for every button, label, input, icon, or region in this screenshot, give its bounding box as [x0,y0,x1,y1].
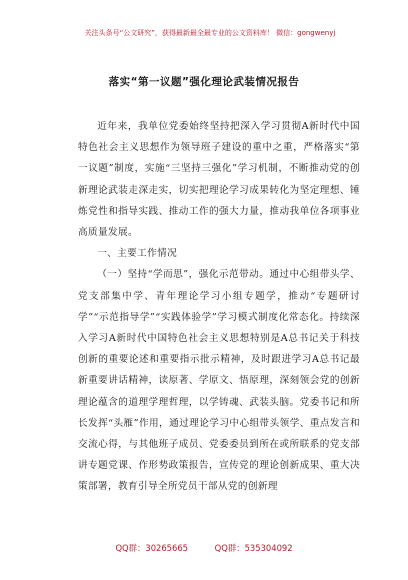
footer-qq-group-2: QQ群：535304092 [214,543,293,553]
document-title: 落实“第一议题”强化理论武装情况报告 [108,76,300,88]
header-banner [0,0,408,22]
body-paragraph: （一）坚持“学而思”，强化示范带动。通过中心组带头学、党支部集中学、青年理论学习小组专题学，推动“专题研讨学”“示范指导学”“实践体验学”学习模式制度化常态化。持续深入学习A新时代中国特色社会主义思想特别是A总书记关于科技创新的重要论述和重要指示批示精神，及时跟进学习A总书记最新重要讲话精神，读原著、学原文、悟原理，深刻领会党的创新理论蕴含的道理学理哲理，以学铸魂、武装头脑。党委书记和所长发挥“头雁”作用，通过理论学习中心组带头领学、重点发言和交流心得，与其他班子成员、党委委员到所在或所联系的党支部讲专题党课、作形势政策报告，宣传党的理论创新成果、重大决策部署，教育引导全所党员干部从党的创新理 [78,269,360,493]
document-body [78,116,360,498]
intro-paragraph: 近年来，我单位党委始终坚持把深入学习贯彻A新时代中国特色社会主义思想作为领导班子建设的重中之重，严格落实“第一议题”制度，实施“三坚持三强化”学习机制，不断推动党的创新理论武装走深走实，切实把理论学习成果转化为坚定理想、锤炼党性和指导实践、推动工作的强大力量，推动我单位各项事业高质量发展。 [78,121,360,239]
footer-contact [0,542,408,554]
footer-qq-group-1: QQ群：30265665 [115,543,188,553]
promo-header-text: 关注头条号“公文研究”，获得最新最全最专业的公文资料库！ 微信：gongwenyj [84,29,336,37]
section-heading: 一、主要工作情况 [97,248,178,260]
